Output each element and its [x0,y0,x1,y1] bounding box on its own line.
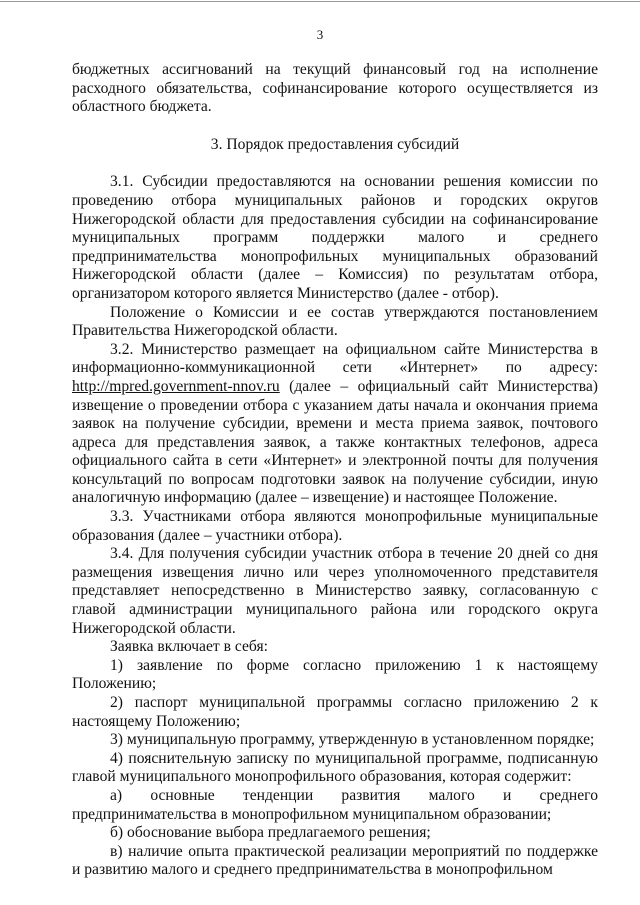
paragraph: 4) пояснительную записку по муниципальной программе, подписанную главой муниципального монопрофильного образования, которая содержит: [72,749,598,786]
paragraph: 1) заявление по форме согласно приложению 1 к настоящему Положению; [72,656,598,693]
page-number: 3 [316,27,324,42]
document-body [72,61,598,880]
paragraph: 3.1. Субсидии предоставляются на основании решения комиссии по проведению отбора муниципальных районов и городских округов Нижегородской области для предоставления субсидии на софинансирование муниципальных программ поддержки малого и среднего предпринимательства монопрофильных муниципальных образований Нижегородской области (далее – Комиссия) по результатам отбора, организатором которого является Министерство (далее - отбор). [72,173,598,302]
paragraph: 3.3. Участниками отбора являются монопрофильные муниципальные образования (далее – участники отбора). [72,508,598,544]
paragraph: в) наличие опыта практической реализации мероприятий по поддержке и развитию малого и среднего предпринимательства в монопрофильном [72,842,598,879]
paragraph: 3.4. Для получения субсидии участник отбора в течение 20 дней со дня размещения извещения лично или через уполномоченного представителя представляет непосредственно в Министерство заявку, согласованную с главой администрации муниципального района или городского округа Нижегородской области. [72,545,598,637]
paragraph: бюджетных ассигнований на текущий финансовый год на исполнение расходного обязательства, софинансирование которого осуществляется из областного бюджета. [72,61,598,116]
paragraph [72,341,598,508]
paragraph: Заявка включает в себя: [110,638,268,656]
paragraph: б) обоснование выбора предлагаемого решения; [110,824,431,842]
section-heading: 3. Порядок предоставления субсидий [210,135,460,153]
paragraph: 2) паспорт муниципальной программы согласно приложению 2 к настоящему Положению; [72,694,598,730]
paragraph: 3) муниципальную программу, утвержденную в установленном порядке; [110,731,595,749]
paragraph-text: (далее – официальный сайт Министерства) извещение о проведении отбора с указанием даты начала и окончания приема заявок на получение субсидии, времени и места приема заявок, почтового адреса для представления заявок, а также контактных телефонов, адреса официального сайта в сети «Интернет» и электронной почты для получения консультаций по вопросам подготовки заявок на получение субсидии, иную аналогичную информацию (далее – извещение) и настоящее Положение. [72,377,598,507]
website-link[interactable]: http://mpred.government-nnov.ru [72,377,280,395]
paragraph-text: 3.2. Министерство размещает на официальном сайте Министерства в информационно-коммуникационной сети «Интернет» по адресу: [72,340,598,377]
paragraph: а) основные тенденции развития малого и среднего предпринимательства в монопрофильном муниципальном образовании; [72,786,598,823]
page-top-edge-line [0,1,640,2]
paragraph: Положение о Комиссии и ее состав утверждаются постановлением Правительства Нижегородской области. [72,303,598,340]
